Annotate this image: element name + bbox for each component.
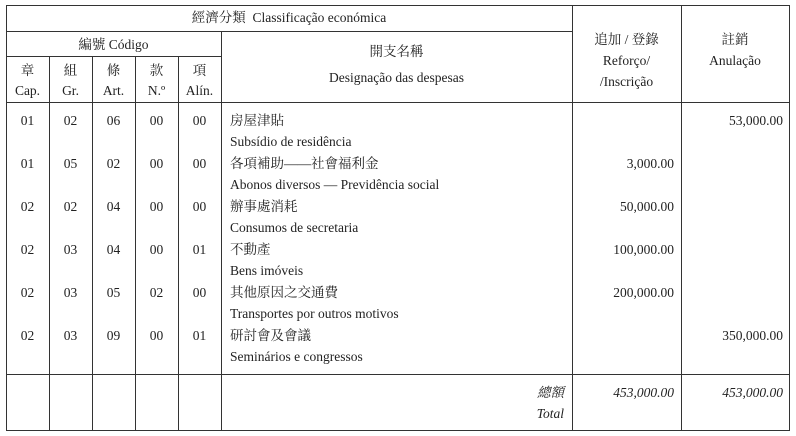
row-6-designation-zh: 研討會及會議	[230, 328, 311, 343]
cancel-zh: 註銷	[721, 32, 749, 47]
code-heading	[6, 37, 221, 53]
row-5-reforco: 200,000.00	[613, 285, 674, 300]
rule-body-bottom	[6, 374, 789, 375]
rule-classification	[6, 31, 572, 32]
row-1-gr: 02	[63, 113, 78, 128]
row-5-gr: 03	[63, 285, 78, 300]
row-2-cap: 01	[20, 156, 35, 171]
col-no-pt: N.º	[147, 83, 166, 98]
col-alin-zh: 項	[192, 63, 207, 78]
row-3-reforco: 50,000.00	[620, 199, 674, 214]
designation-pt: Designação das despesas	[329, 70, 464, 85]
row-3-gr: 02	[63, 199, 78, 214]
row-1-anulacao: 53,000.00	[729, 113, 783, 128]
row-2-no: 00	[149, 156, 164, 171]
row-6-gr: 03	[63, 328, 78, 343]
row-5-designation-zh: 其他原因之交通費	[230, 285, 338, 300]
row-3-designation-zh: 辦事處消耗	[230, 199, 298, 214]
row-2-reforco: 3,000.00	[626, 156, 674, 171]
reinforce-zh: 追加 / 登錄	[594, 32, 659, 47]
col-art-zh: 條	[106, 63, 121, 78]
row-4-no: 00	[149, 242, 164, 257]
row-6-no: 00	[149, 328, 164, 343]
classification-heading	[6, 10, 572, 26]
row-4-alin: 01	[192, 242, 207, 257]
rule-right	[789, 5, 790, 431]
row-6-alin: 01	[192, 328, 207, 343]
row-3-no: 00	[149, 199, 164, 214]
row-1-cap: 01	[20, 113, 35, 128]
row-4-art: 04	[106, 242, 121, 257]
classification-zh: 經濟分類	[191, 10, 246, 25]
total-label-zh: 總額	[537, 385, 564, 400]
col-art-pt: Art.	[102, 83, 125, 98]
total-anulacao: 453,000.00	[722, 385, 783, 400]
rule-top	[6, 5, 789, 6]
total-reforco: 453,000.00	[613, 385, 674, 400]
designation-zh: 開支名稱	[369, 44, 424, 59]
rule-code	[6, 56, 221, 57]
rule-header-bottom	[6, 102, 789, 103]
row-1-designation-zh: 房屋津貼	[230, 113, 284, 128]
row-2-designation-pt: Abonos diversos — Previdência social	[230, 177, 440, 192]
row-6-art: 09	[106, 328, 121, 343]
row-4-designation-pt: Bens imóveis	[230, 263, 304, 278]
total-label-pt: Total	[536, 406, 564, 421]
row-5-cap: 02	[20, 285, 35, 300]
row-3-art: 04	[106, 199, 121, 214]
row-5-alin: 00	[192, 285, 207, 300]
row-1-designation-pt: Subsídio de residência	[230, 134, 352, 149]
rule-bottom	[6, 430, 789, 431]
col-cap-pt: Cap.	[14, 83, 41, 98]
code-pt: Código	[108, 37, 149, 52]
col-alin-pt: Alín.	[185, 83, 214, 98]
row-6-anulacao: 350,000.00	[722, 328, 783, 343]
cancel-pt: Anulação	[709, 53, 761, 68]
row-5-art: 05	[106, 285, 121, 300]
row-1-alin: 00	[192, 113, 207, 128]
row-2-art: 02	[106, 156, 121, 171]
row-4-cap: 02	[20, 242, 35, 257]
row-4-designation-zh: 不動產	[230, 242, 271, 257]
row-6-designation-pt: Seminários e congressos	[230, 349, 363, 364]
col-cap-zh: 章	[20, 63, 35, 78]
classification-pt: Classificação económica	[252, 10, 387, 25]
row-3-designation-pt: Consumos de secretaria	[230, 220, 359, 235]
code-zh: 編號	[78, 37, 106, 52]
row-1-no: 00	[149, 113, 164, 128]
row-5-designation-pt: Transportes por outros motivos	[230, 306, 399, 321]
col-gr-zh: 組	[63, 63, 78, 78]
reinforce-pt-1: Reforço/	[602, 53, 651, 68]
reinforce-pt-2: /Inscrição	[599, 74, 654, 89]
row-6-cap: 02	[20, 328, 35, 343]
row-1-art: 06	[106, 113, 121, 128]
row-3-alin: 00	[192, 199, 207, 214]
col-gr-pt: Gr.	[62, 83, 79, 98]
col-no-zh: 款	[149, 63, 164, 78]
row-2-designation-zh: 各項補助——社會福利金	[230, 156, 379, 171]
row-4-reforco: 100,000.00	[613, 242, 674, 257]
row-5-no: 02	[149, 285, 164, 300]
rule-col-5	[221, 31, 222, 431]
row-3-cap: 02	[20, 199, 35, 214]
row-2-gr: 05	[63, 156, 78, 171]
row-4-gr: 03	[63, 242, 78, 257]
row-2-alin: 00	[192, 156, 207, 171]
